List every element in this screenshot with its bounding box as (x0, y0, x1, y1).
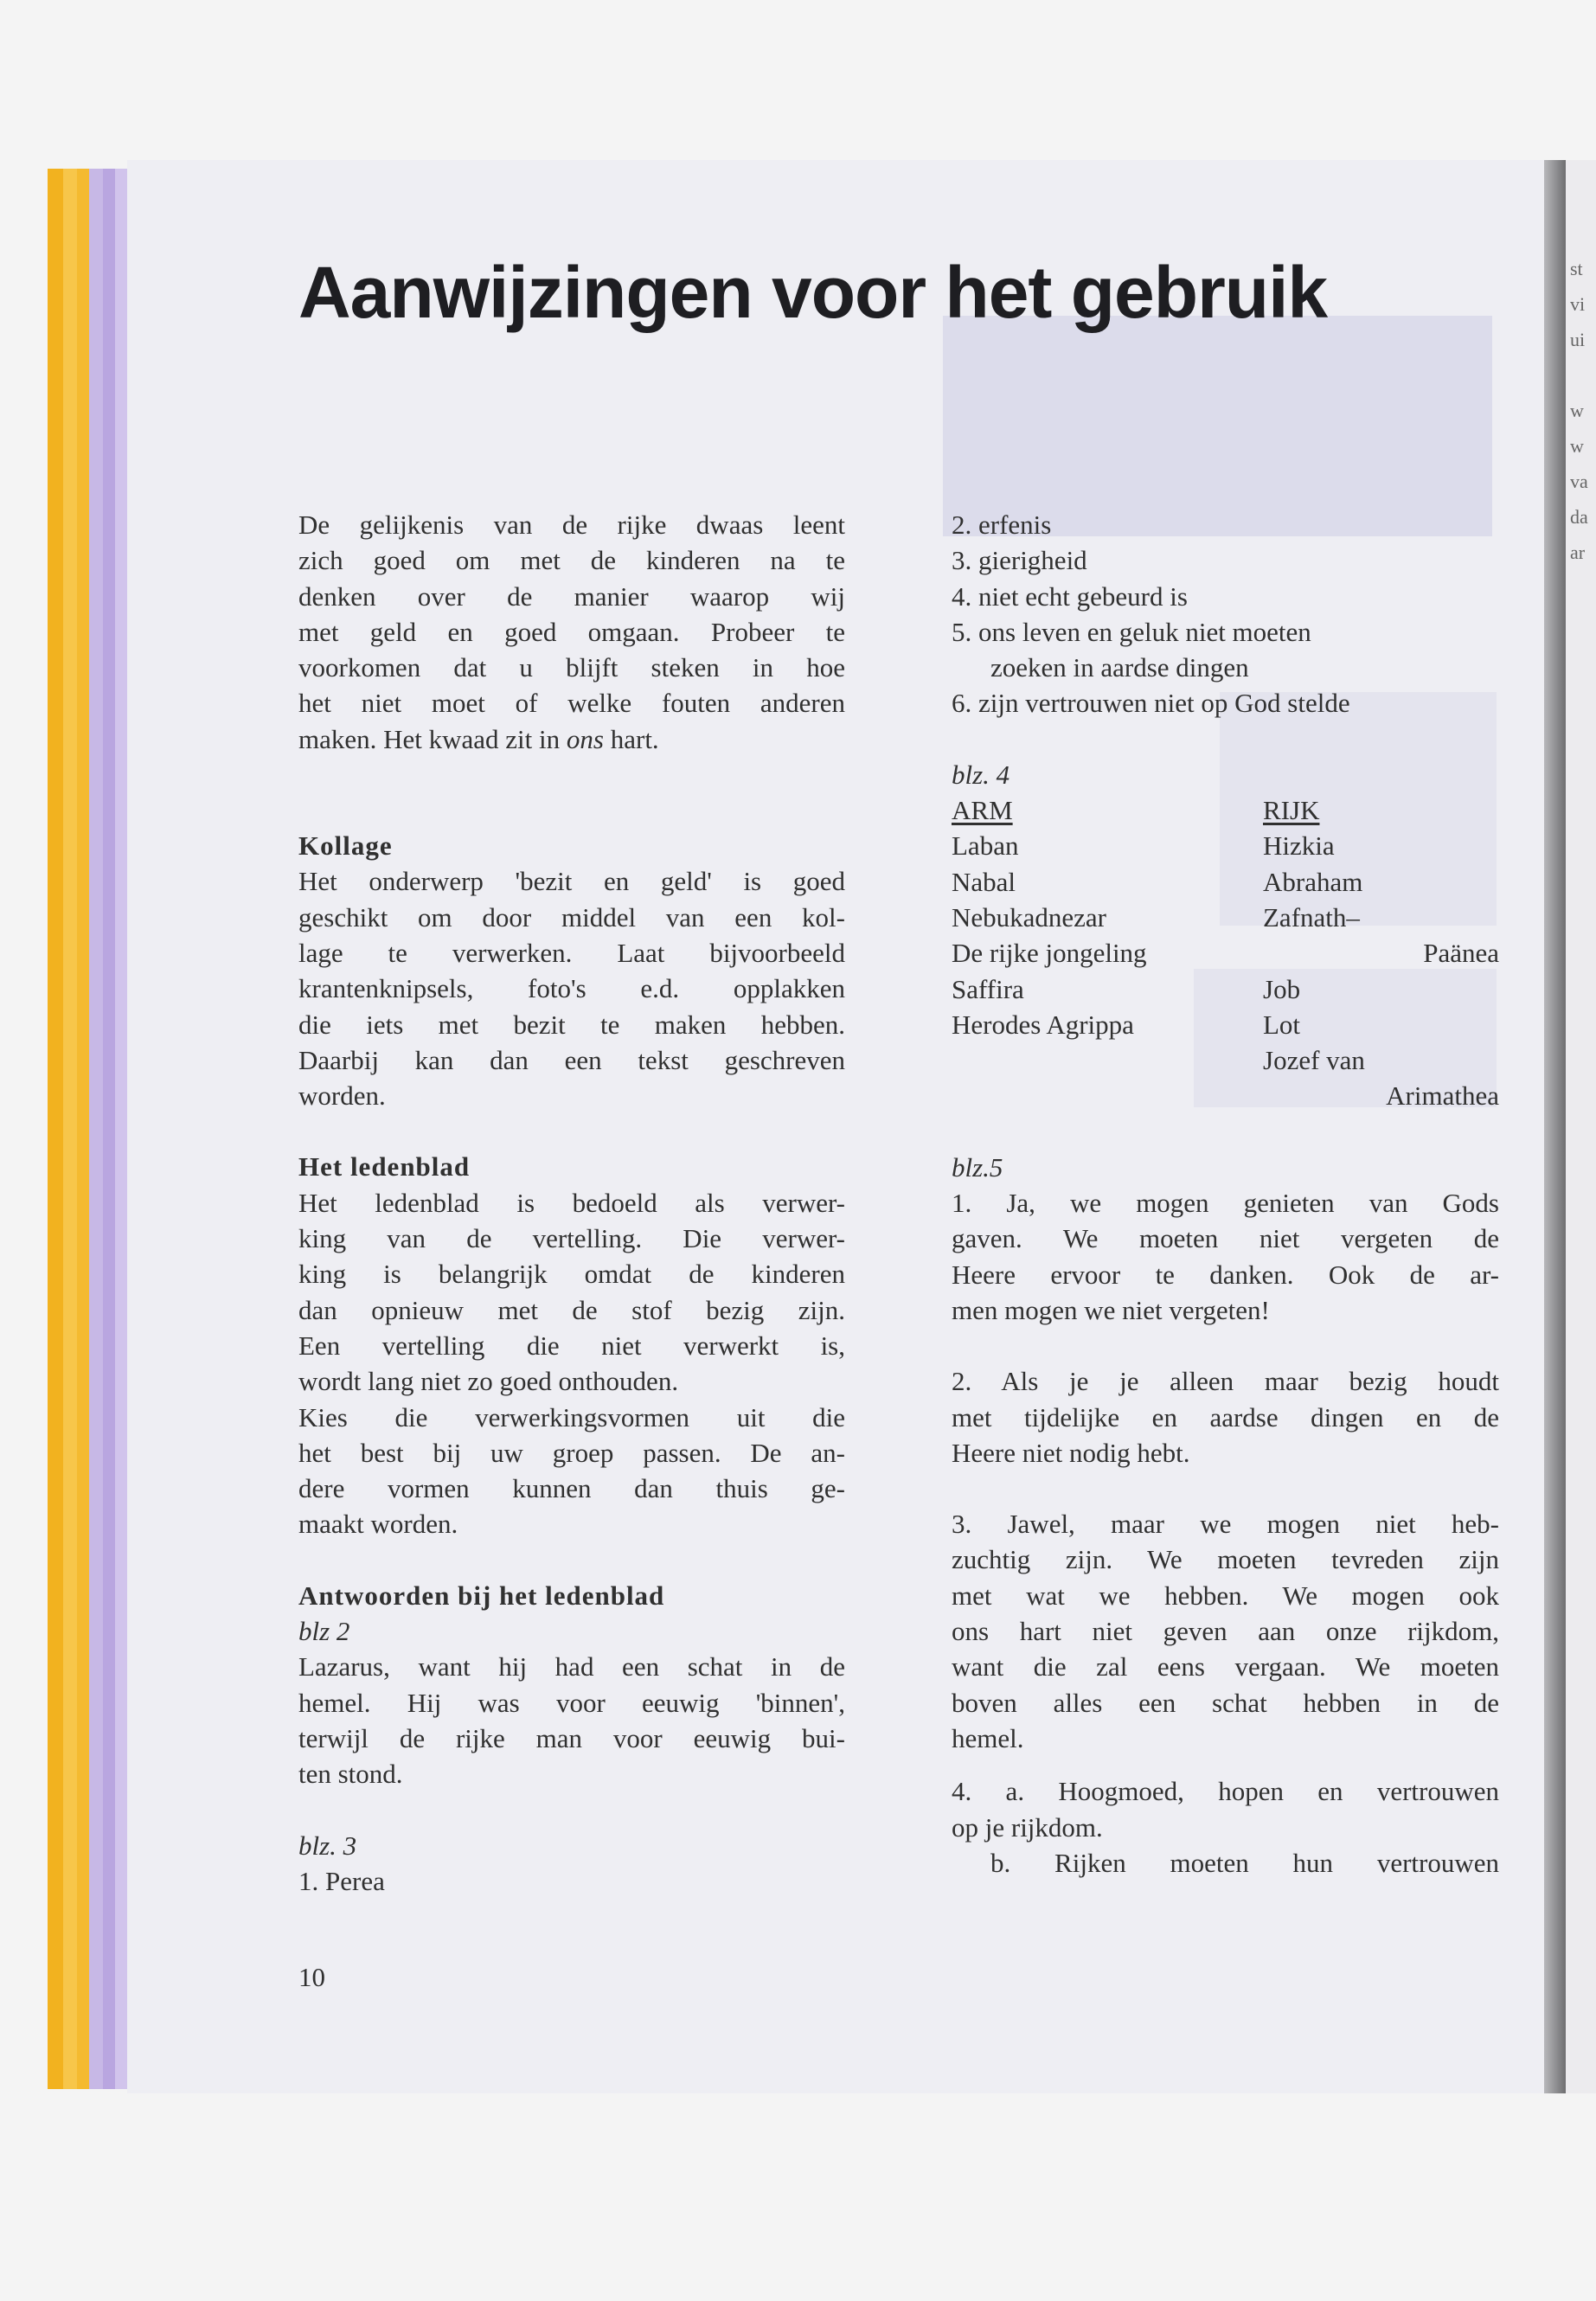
bleed-through-image (943, 316, 1492, 536)
kollage-line: Daarbij kan dan een tekst geschreven (298, 1044, 845, 1075)
blz5-answer-line: 2. Als je je alleen maar bezig houdt (952, 1366, 1499, 1397)
kollage-line: krantenknipsels, foto's e.d. opplakken (298, 973, 845, 1004)
blz5-answer-line: ons hart niet geven aan onze rijkdom, (952, 1616, 1499, 1647)
kollage-line: geschikt om door middel van een kol- (298, 901, 845, 933)
blz5-answer-line: want die zal eens vergaan. We moeten (952, 1651, 1499, 1682)
book-edge-violet-dark (103, 169, 115, 2089)
blz3-item: 3. gierigheid (952, 545, 1087, 576)
right-column (952, 507, 1499, 1881)
blz5-answer-line: zuchtig zijn. We moeten tevreden zijn (952, 1544, 1499, 1575)
next-page-margin-text: st vi ui w w va da ar (1570, 258, 1588, 563)
blz3-item-continuation: zoeken in aardse dingen (990, 652, 1249, 683)
blz3-item: 1. Perea (298, 1865, 385, 1896)
intro-line: het niet moet of welke fouten anderen (298, 688, 845, 719)
blz5-answer-line: boven alles een schat hebben in de (952, 1687, 1499, 1718)
blz5-answer-line: met tijdelijke en aardse dingen en de (952, 1401, 1499, 1433)
book-edge-yellow-dark (77, 169, 89, 2089)
intro-line: denken over de manier waarop wij (298, 580, 845, 612)
ledenblad-line: wordt lang niet zo goed onthouden. (298, 1366, 679, 1397)
rijk-header: RIJK (1263, 795, 1320, 826)
blz4-label: blz. 4 (952, 759, 1010, 790)
blz5-answer-line: hemel. (952, 1722, 1024, 1753)
book-edge-yellow-light (63, 169, 77, 2089)
kollage-line: Het onderwerp 'bezit en geld' is goed (298, 866, 845, 897)
blz2-line: hemel. Hij was voor eeuwig 'binnen', (298, 1687, 845, 1718)
blz4-row: Laban Hizkia (952, 830, 1335, 862)
intro-line: De gelijkenis van de rijke dwaas leent (298, 510, 845, 540)
blz4-row: Jozef van (1263, 1045, 1365, 1076)
blz5-label: blz.5 (952, 1151, 1003, 1183)
kollage-line: die iets met bezit te maken hebben. (298, 1009, 845, 1040)
kollage-last-line: worden. (298, 1080, 386, 1112)
blz5-answer-line: op je rijkdom. (952, 1811, 1103, 1843)
page-number: 10 (298, 1962, 325, 1992)
ledenblad-line: het best bij uw groep passen. De an- (298, 1437, 845, 1468)
ledenblad-line: Kies die verwerkingsvormen uit die (298, 1401, 845, 1433)
blz2-line: Lazarus, want hij had een schat in de (298, 1651, 845, 1682)
intro-last-line: maken. Het kwaad zit in ons hart. (298, 723, 659, 754)
left-column (298, 507, 845, 1899)
blz5-answer-line: b. Rijken moeten hun vertrouwen (990, 1847, 1499, 1878)
book-edge-violet (89, 169, 103, 2089)
blz4-row: Herodes Agrippa Lot (952, 1009, 1301, 1040)
book-edge-yellow (48, 169, 63, 2089)
intro-line: voorkomen dat u blijft steken in hoe (298, 652, 845, 683)
blz5-answer-line: men mogen we niet vergeten! (952, 1294, 1270, 1325)
arm-header: ARM (952, 795, 1013, 826)
blz5-answer-line: Heere niet nodig hebt. (952, 1437, 1190, 1468)
blz3-item: 6. zijn vertrouwen niet op God stelde (952, 688, 1350, 719)
ledenblad-line: Het ledenblad is bedoeld als verwer- (298, 1187, 845, 1218)
blz3-item: 2. erfenis (952, 510, 1052, 540)
kollage-line: lage te verwerken. Laat bijvoorbeeld (298, 937, 845, 968)
ledenblad-line: dere vormen kunnen dan thuis ge- (298, 1473, 845, 1504)
blz2-line: terwijl de rijke man voor eeuwig bui- (298, 1722, 845, 1753)
blz4-row: Saffira Job (952, 973, 1301, 1004)
blz5-answer-line: 1. Ja, we mogen genieten van Gods (952, 1188, 1499, 1219)
blz4-row-continuation: Arimathea (1386, 1080, 1499, 1112)
blz4-row: Nebukadnezar Zafnath– (952, 901, 1360, 933)
blz4-row: Nabal Abraham (952, 866, 1363, 897)
kollage-heading: Kollage (298, 830, 393, 862)
blz3-item: 4. niet echt gebeurd is (952, 580, 1188, 612)
blz5-answer-line: gaven. We moeten niet vergeten de (952, 1223, 1499, 1254)
blz5-answer-line: 4. a. Hoogmoed, hopen en vertrouwen (952, 1776, 1499, 1807)
blz3-label: blz. 3 (298, 1830, 357, 1861)
blz4-row: De rijke jongeling Paänea (952, 938, 1499, 969)
book-edge-violet-light (115, 169, 127, 2089)
ledenblad-heading: Het ledenblad (298, 1151, 471, 1183)
intro-line: met geld en goed omgaan. Probeer te (298, 616, 845, 647)
blz5-answer-line: met wat we hebben. We mogen ook (952, 1580, 1499, 1611)
ledenblad-line: dan opnieuw met de stof bezig zijn. (298, 1294, 845, 1325)
blz2-last-line: ten stond. (298, 1759, 403, 1790)
blz4-header-row (952, 792, 1499, 828)
page-title: Aanwijzingen voor het gebruik (298, 252, 1328, 333)
blz5-answer-line: Heere ervoor te danken. Ook de ar- (952, 1259, 1499, 1290)
blz5-answer-line: 3. Jawel, maar we mogen niet heb- (952, 1509, 1499, 1540)
antwoorden-heading: Antwoorden bij het ledenblad (298, 1580, 665, 1611)
ledenblad-line: king van de vertelling. Die verwer- (298, 1223, 845, 1254)
page-gutter-shadow (1544, 160, 1566, 2093)
blz2-label: blz 2 (298, 1616, 350, 1647)
ledenblad-last-line: maakt worden. (298, 1509, 458, 1540)
ledenblad-line: Een vertelling die niet verwerkt is, (298, 1330, 845, 1361)
intro-line: zich goed om met de kinderen na te (298, 545, 845, 576)
ledenblad-line: king is belangrijk omdat de kinderen (298, 1259, 845, 1290)
blz3-item: 5. ons leven en geluk niet moeten (952, 616, 1311, 647)
